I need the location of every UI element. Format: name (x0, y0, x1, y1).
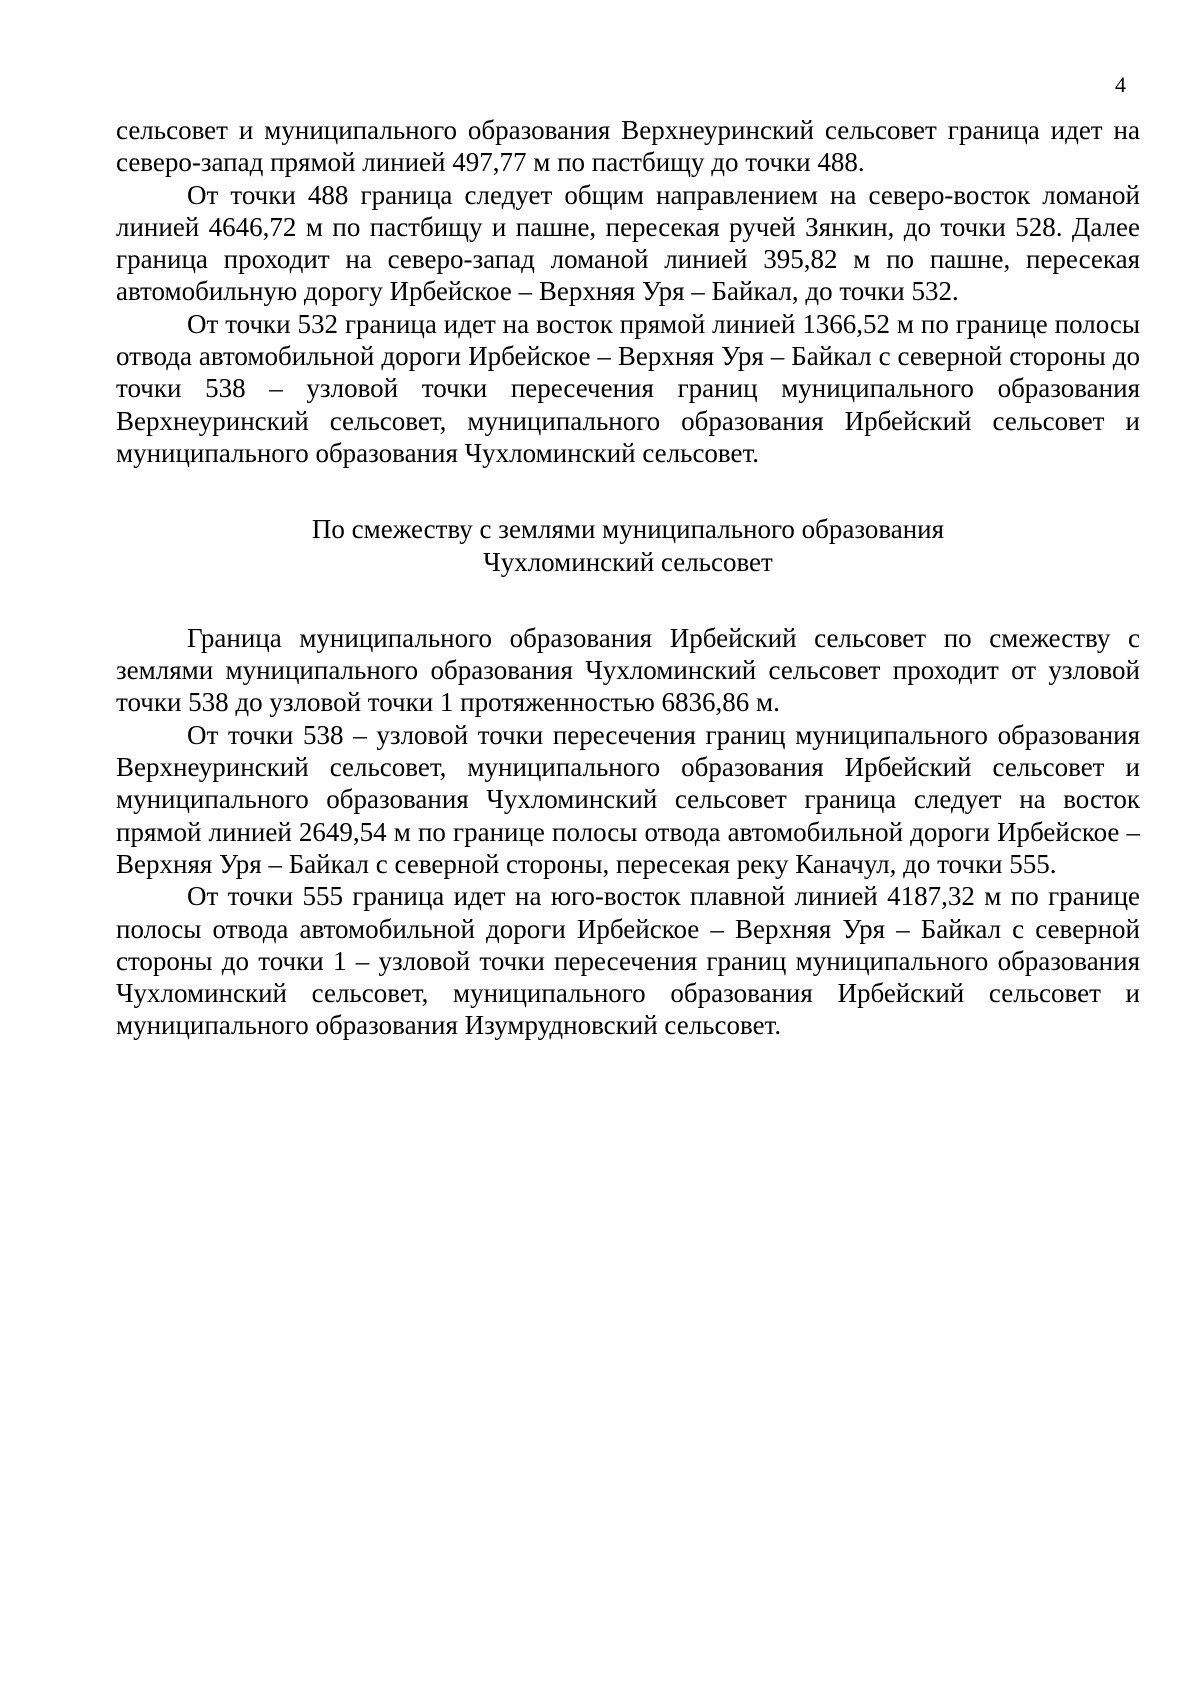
paragraph: От точки 488 граница следует общим направлением на северо-восток ломаной линией 4646,72 м по пастбищу и пашне, пересекая ручей Зянкин, до точки 528. Далее граница проходит на северо-запад ломаной линией 395,82 м по пашне, пересекая автомобильную дорогу Ирбейское – Верхняя Уря – Байкал, до точки 532. (116, 179, 1140, 307)
section-heading-line: По смежеству с землями муниципального образования (311, 514, 945, 545)
section-heading (116, 513, 1140, 578)
page-number: 4 (1115, 72, 1126, 97)
paragraph: От точки 538 – узловой точки пересечения границ муниципального образования Верхнеуринский сельсовет, муниципального образования Ирбейский сельсовет и муниципального образования Чухломинский сельсовет граница следует на восток прямой линией 2649,54 м по границе полосы отвода автомобильной дороги Ирбейское – Верхняя Уря – Байкал с северной стороны, пересекая реку Каначул, до точки 555. (116, 719, 1140, 879)
section-heading-line: Чухломинский сельсовет (483, 546, 773, 577)
paragraph: От точки 532 граница идет на восток прямой линией 1366,52 м по границе полосы отвода автомобильной дороги Ирбейское – Верхняя Уря – Байкал с северной стороны до точки 538 – узловой точки пересечения границ муниципального образования Верхнеуринский сельсовет, муниципального образования Ирбейский сельсовет и муниципального образования Чухломинский сельсовет. (116, 308, 1140, 468)
paragraph: От точки 555 граница идет на юго-восток плавной линией 4187,32 м по границе полосы отвода автомобильной дороги Ирбейское – Верхняя Уря – Байкал с северной стороны до точки 1 – узловой точки пересечения границ муниципального образования Чухломинский сельсовет, муниципального образования Ирбейский сельсовет и муниципального образования Изумрудновский сельсовет. (116, 881, 1140, 1041)
document-body (116, 114, 1140, 1042)
paragraph: Граница муниципального образования Ирбейский сельсовет по смежеству с землями муниципального образования Чухломинский сельсовет проходит от узловой точки 538 до узловой точки 1 протяженностью 6836,86 м. (116, 622, 1140, 718)
paragraph-continuation: сельсовет и муниципального образования Верхнеуринский сельсовет граница идет на северо-запад прямой линией 497,77 м по пастбищу до точки 488. (116, 115, 1140, 178)
